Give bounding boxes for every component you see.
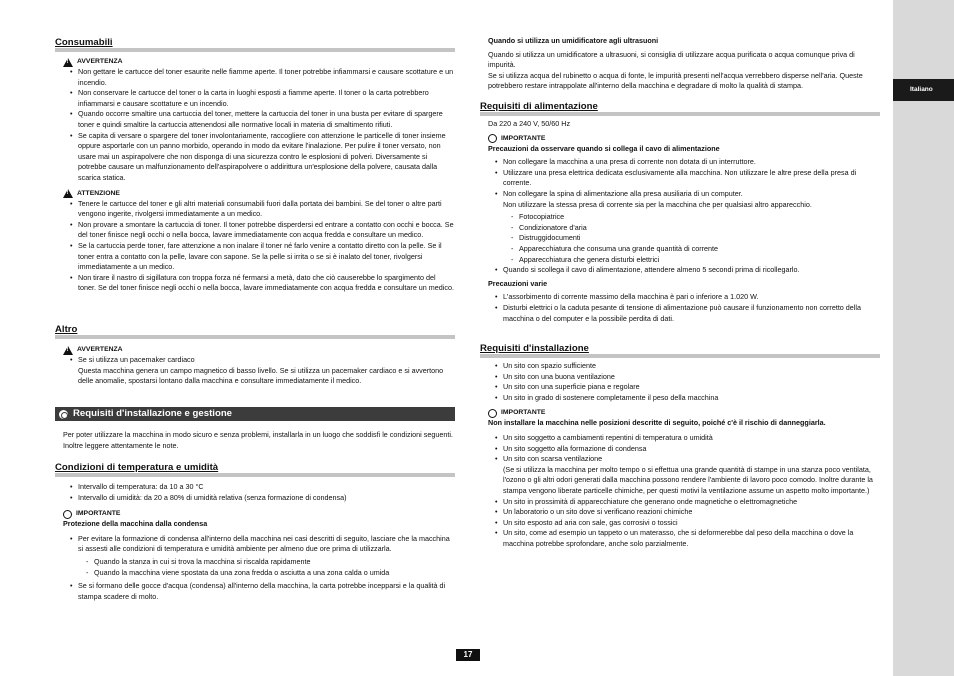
- installazione-band-block: [55, 407, 455, 451]
- important-icon: [63, 510, 72, 519]
- list-item: [495, 189, 880, 265]
- item-extra-text: Non utilizzare la stessa presa di corrente sia per la macchina che per qualsiasi altro apparecchio.: [503, 199, 812, 209]
- list-item: • Un sito in grado di sostenere completamente il peso della macchina: [495, 393, 880, 404]
- list-item: • Non collegare la macchina a una presa di corrente non dotata di un interruttore.: [495, 157, 880, 168]
- umidificatore-title: Quando si utilizza un umidificatore agli ultrasuoni: [488, 36, 659, 45]
- installazione-list: [495, 361, 880, 403]
- installazione-block: [480, 343, 880, 550]
- section-condizioni-title: Condizioni di temperatura e umidità: [55, 462, 455, 476]
- gear-icon: [59, 410, 68, 419]
- list-item: • Non tirare il nastro di sigillatura con troppa forza né fermarsi a metà, dato che ciò causerebbe lo spargimento del toner. Se del toner finisce negli occhi o nella bocca, lavare immediatamente con acqua fredda e consultare un medico.: [70, 273, 455, 294]
- list-item: • Se la cartuccia perde toner, fare attenzione a non inalare il toner né farlo venire a contatto diretto con la pelle. Se il toner entra a contatto con la pelle, lavare con sapone. Se la pelle si irrita o se si è inalato del toner, rivolgersi immediatamente a un medico.: [70, 241, 455, 273]
- list-item: • Un sito esposto ad aria con sale, gas corrosivi o tossici: [495, 518, 880, 529]
- list-item: • Un sito con una buona ventilazione: [495, 372, 880, 383]
- condizioni-list: [70, 482, 455, 503]
- list-item: • Non provare a smontare la cartuccia di toner. Il toner potrebbe disperdersi ed entrare a contatto con occhi e bocca. Se del toner finisce negli occhi o nella bocca, lavare immediatamente con acqua fredda e consultare un medico.: [70, 220, 455, 241]
- language-tab: Italiano: [893, 79, 954, 101]
- list-item: • Un sito con spazio sufficiente: [495, 361, 880, 372]
- list-item: • Non gettare le cartucce del toner esaurite nelle fiamme aperte. Il toner potrebbe infiammarsi e causare scottature e un incendio.: [70, 67, 455, 88]
- umidificatore-p2: Se si utilizza acqua del rubinetto o acqua di fonte, le impurità presenti nell'acqua verrebbero disperse nell'aria. Queste potrebbero restare intrappolate all'interno della macchina e degradare di molto la qualità di stampa.: [488, 70, 863, 91]
- list-item: • Un sito con una superficie piana e regolare: [495, 382, 880, 393]
- varie-list: [495, 292, 880, 324]
- warning-icon: [63, 58, 73, 67]
- list-item: • L'assorbimento di corrente massimo della macchina è pari o inferiore a 1.020 W.: [495, 292, 880, 303]
- varie-title: Precauzioni varie: [488, 278, 548, 288]
- item-text: Un sito con scarsa ventilazione: [503, 454, 603, 464]
- attenzione-header: [63, 189, 455, 199]
- list-item: • Utilizzare una presa elettrica dedicata esclusivamente alla macchina. Non utilizzare le altre prese della presa di corrente.: [495, 168, 880, 189]
- sub-list-item: - Quando la macchina viene spostata da una zona fredda o asciutta a una zona calda o umida: [86, 568, 455, 579]
- ventilazione-extra-text: (Se si utilizza la macchina per molto tempo o si effettua una grande quantità di stampe in una stanza poco ventilata, l'ozono o gli altri odori generati dalla macchina possono rendere l'ambiente di lavoro poco comodo. Inoltre durante la stampa vengono liberate particelle chimiche, per questi motivi la ventilazione assume un aspetto molto importante.): [503, 464, 873, 495]
- alimentazione-list: [495, 157, 880, 276]
- sub-list-item: - Condizionatore d'aria: [511, 223, 880, 234]
- list-item: • Un sito soggetto a cambiamenti repentini di temperatura o umidità: [495, 433, 880, 444]
- important-icon: [488, 134, 497, 143]
- page-number: 17: [456, 649, 480, 661]
- section-consumabili-title: Consumabili: [55, 37, 455, 51]
- sub-list-item: - Apparecchiatura che consuma una grande quantità di corrente: [511, 244, 880, 255]
- list-item: • Un sito soggetto alla formazione di condensa: [495, 444, 880, 455]
- intro-paragraph: Per poter utilizzare la macchina in modo sicuro e senza problemi, installarla in un luogo che soddisfi le condizioni seguenti. Inoltre leggere attentamente le note.: [63, 430, 453, 450]
- list-item: • Se si formano delle gocce d'acqua (condensa) all'interno della macchina, la carta potrebbe incepparsi e la qualità di stampa scadere di molto.: [70, 581, 455, 602]
- warning-icon: [63, 189, 73, 198]
- altro-avvertenza-header: [63, 345, 455, 355]
- list-item: • Intervallo di temperatura: da 10 a 30 °C: [70, 482, 455, 493]
- sidebar-strip: [893, 0, 954, 676]
- pacemaker-text: Questa macchina genera un campo magnetico di basso livello. Se si utilizza un pacemaker cardiaco e si avvertono delle anomalie, spostarsi lontano dalla macchina e consultare immediatamente il medico.: [78, 365, 444, 386]
- attenzione-list: [70, 199, 455, 294]
- list-item: • Un laboratorio o un sito dove si verificano reazioni chimiche: [495, 507, 880, 518]
- list-item: • Non conservare le cartucce del toner o la carta in luoghi esposti a fiamme aperte. Il toner o la carta potrebbero infiammarsi e causare scottature e un incendio.: [70, 88, 455, 109]
- avvertenza-label: AVVERTENZA: [77, 346, 123, 353]
- avvertenza-list: [70, 67, 455, 184]
- importante-header: [488, 408, 880, 418]
- warning-icon: [63, 346, 73, 355]
- section-altro-title: Altro: [55, 324, 455, 338]
- list-item: [70, 355, 455, 387]
- umidificatore-p1: Quando si utilizza un umidificatore a ultrasuoni, si consiglia di utilizzare acqua purificata o acqua comunque priva di impurità.: [488, 49, 855, 70]
- section-installazione-title: Requisiti d'installazione: [480, 343, 880, 357]
- importante-label: IMPORTANTE: [501, 409, 546, 417]
- attenzione-label: ATTENZIONE: [77, 189, 120, 197]
- alimentazione-sublist: [511, 212, 880, 265]
- importante-header: [63, 509, 455, 519]
- sub-list-item: - Quando la stanza in cui si trova la macchina si riscalda rapidamente: [86, 557, 455, 568]
- importante-label: IMPORTANTE: [76, 510, 121, 518]
- list-item: [70, 534, 455, 578]
- section-alimentazione-title: Requisiti di alimentazione: [480, 101, 880, 115]
- installazione-warning: Non installare la macchina nelle posizioni descritte di seguito, poiché c'è il rischio di danneggiarla.: [488, 418, 826, 428]
- protezione-list: [70, 534, 455, 603]
- list-item: • Se capita di versare o spargere del toner involontariamente, raccogliere con attenzione le particelle di toner insieme oppure asportarle con un panno morbido, operando in modo da evitare l'inalazione. Per pulire il toner versato, non usare mai un aspirapolvere che non disponga di una sicurezza contro le esplosioni di polveri. Diversamente si potrebbe causare un malfunzionamento dell'aspirapolvere o addirittura un'esplosione della polvere, causata dalla scarica statica.: [70, 131, 455, 184]
- precauzioni-title: Precauzioni da osservare quando si collega il cavo di alimentazione: [488, 143, 720, 153]
- avvertenza-label: AVVERTENZA: [77, 58, 123, 65]
- important-icon: [488, 409, 497, 418]
- left-column: [55, 37, 455, 294]
- importante-header: [488, 134, 880, 144]
- sub-list-item: - Fotocopiatrice: [511, 212, 880, 223]
- list-item: [495, 454, 880, 496]
- avvertenza-header: [63, 57, 455, 67]
- item-text: Non collegare la spina di alimentazione alla presa ausiliaria di un computer.: [503, 188, 743, 198]
- list-item: • Quando occorre smaltire una cartuccia del toner, mettere la cartuccia del toner in una busta per evitare di spargere toner e quindi smaltire la cartuccia attenendosi alle normative locali in materia di smaltimento rifiuti.: [70, 109, 455, 130]
- voltage-text: Da 220 a 240 V, 50/60 Hz: [488, 119, 571, 128]
- importante-label: IMPORTANTE: [501, 134, 546, 142]
- alimentazione-block: [480, 101, 880, 324]
- list-item: • Intervallo di umidità: da 20 a 80% di umidità relativa (senza formazione di condensa): [70, 493, 455, 504]
- altro-block: [55, 324, 455, 387]
- protezione-sublist: [86, 557, 455, 578]
- pacemaker-heading: Se si utilizza un pacemaker cardiaco: [78, 355, 195, 364]
- sub-list-item: - Distruggidocumenti: [511, 233, 880, 244]
- altro-list: [70, 355, 455, 387]
- condizioni-block: [55, 462, 455, 602]
- umidificatore-block: [480, 36, 880, 92]
- sub-list-item: - Apparecchiatura che genera disturbi elettrici: [511, 255, 880, 266]
- list-item: • Un sito, come ad esempio un tappeto o un materasso, che si deformerebbe dal peso della macchina o dove la macchina potrebbe sprofondare, anche solo parzialmente.: [495, 528, 880, 549]
- list-item: • Disturbi elettrici o la caduta pesante di tensione di alimentazione può causare il funzionamento non corretto della macchina o del computer e la possibile perdita di dati.: [495, 303, 880, 324]
- list-item: • Tenere le cartucce del toner e gli altri materiali consumabili fuori dalla portata dei bambini. Se del toner o altre parti vengono ingerite, rivolgersi immediatamente a un medico.: [70, 199, 455, 220]
- band-title: Requisiti d'installazione e gestione: [73, 408, 233, 419]
- protezione-text: Per evitare la formazione di condensa all'interno della macchina nei casi descritti di seguito, lasciare che la macchina si assesti alle condizioni di temperatura e umidità ambiente per almeno due ore prima di utilizzarla.: [78, 533, 450, 554]
- list-item: • Quando si scollega il cavo di alimentazione, attendere almeno 5 secondi prima di ricollegarlo.: [495, 265, 880, 276]
- protezione-title: Protezione della macchina dalla condensa: [63, 519, 208, 529]
- list-item: • Un sito in prossimità di apparecchiature che generano onde magnetiche o elettromagnetiche: [495, 497, 880, 508]
- bad-sites-list: [495, 433, 880, 550]
- section-band: [55, 407, 455, 421]
